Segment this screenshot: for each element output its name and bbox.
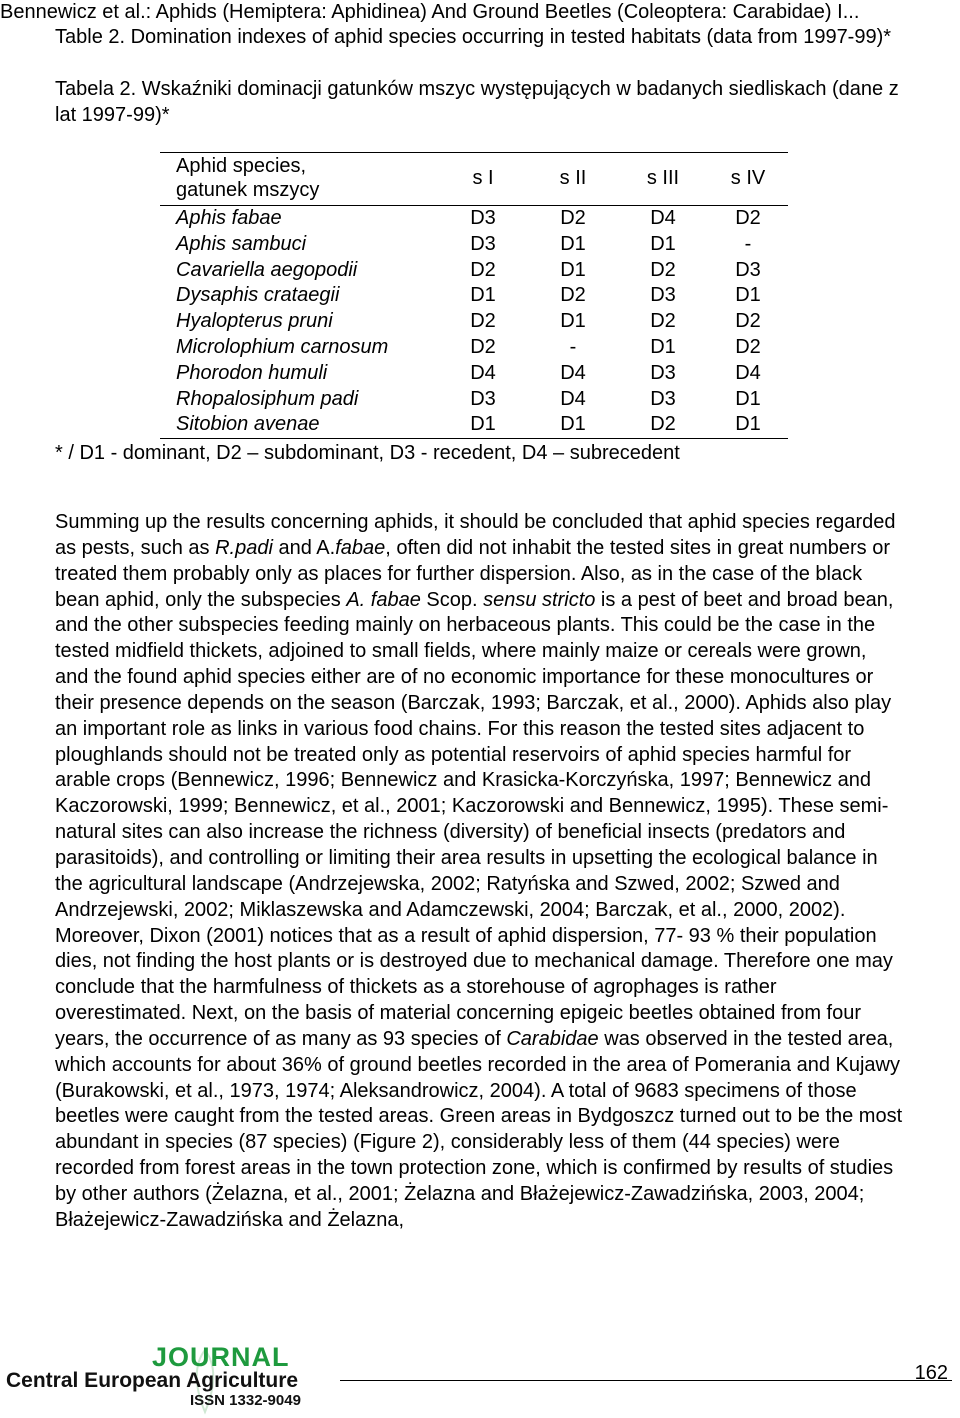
dominance-cell: -: [744, 232, 752, 255]
dominance-cell: D1: [470, 413, 496, 436]
table-row: [160, 335, 788, 361]
dominance-cell: D1: [735, 387, 761, 410]
logo-issn: ISSN 1332-9049: [190, 1392, 301, 1409]
text-segment: A.: [316, 536, 336, 559]
table-row: [160, 258, 788, 284]
table-caption-polish: Tabela 2. Wskaźniki dominacji gatunków mszyc występujących w badanych siedliskach (dane z lat 1997-99)*: [55, 78, 899, 126]
dominance-cell: D2: [560, 207, 586, 229]
table-header-row: [160, 153, 788, 206]
species-cell: Dysaphis crataegii: [176, 284, 340, 307]
species-name: R.padi: [215, 536, 273, 559]
logo-journal-text: JOURNAL: [152, 1342, 290, 1372]
domination-table: [160, 152, 788, 439]
table-row: [160, 309, 788, 335]
dominance-cell: -: [569, 335, 577, 358]
dominance-cell: D2: [560, 284, 586, 307]
table-row: [160, 387, 788, 413]
dominance-cell: D4: [560, 361, 586, 384]
column-header-s4: s IV: [730, 167, 766, 189]
text-segment: , often did not inhabit the tested sites in great numbers or treated them probably only as places for further dispersion. Also, as in the case of the black bean aphid, only the subspecies: [55, 536, 890, 611]
text-segment: and: [272, 536, 317, 559]
body-paragraph: [55, 510, 905, 1234]
dominance-cell: D2: [735, 207, 761, 229]
dominance-cell: D1: [560, 232, 586, 255]
dominance-cell: D1: [470, 284, 496, 307]
table-row: [160, 232, 788, 258]
text-segment: Scop.: [420, 588, 484, 611]
dominance-cell: D3: [470, 387, 496, 410]
footer-divider: [340, 1380, 952, 1381]
dominance-cell: D3: [650, 387, 676, 410]
table-caption-english: Table 2. Domination indexes of aphid species occurring in tested habitats (data from 1997-99)*: [55, 26, 892, 48]
table-row: [160, 283, 788, 309]
dominance-cell: D2: [650, 310, 676, 333]
dominance-cell: D2: [470, 310, 496, 333]
dominance-cell: D3: [470, 207, 496, 229]
dominance-cell: D1: [735, 413, 761, 436]
table-row: [160, 412, 788, 438]
text-segment: was observed in the tested area, which accounts for about 36% of ground beetles recorded in the area of Pomerania and Kujawy (Burakowski, et al., 1973, 1974; Aleksandrowicz, 2004). A total of 9683 specimens of those beetles were caught from the tested areas. Green areas in Bydgoszcz turned out to be the most abundant in species (87 species) (Figure 2), considerably less of them (44 species) were recorded from forest areas in the town protection zone, which is confirmed by results of studies by other authors (Żelazna, et al., 2001; Żelazna and Błażejewicz-Zawadzińska, 2003, 2004; Błażejewicz-Zawadzińska and Żelazna,: [55, 1027, 903, 1231]
dominance-cell: D2: [650, 258, 676, 281]
logo-journal-name: Central European Agriculture: [6, 1369, 299, 1392]
dominance-cell: D4: [735, 361, 761, 384]
running-title: Bennewicz et al.: Aphids (Hemiptera: Aphidinea) And Ground Beetles (Coleoptera: Carabidae) I...: [0, 1, 860, 23]
text-segment: is a pest of beet and broad bean, and the other subspecies feeding mainly on herbaceous plants. This could be the case in the tested midfield thickets, adjoined to small fields, where mainly maize or cereals were grown, and the found aphid species either are of no economic importance for these monocultures or their presence depends on the season (Barczak, 1993; Barczak, et al., 2000). Aphids also play an important role as links in various food chains. For this reason the tested sites adjacent to ploughlands should not be treated only as potential reservoirs of aphid species harmful for arable crops (Bennewicz, 1996; Bennewicz and Krasicka-Korczyńska, 1997; Bennewicz and Kaczorowski, 1999; Bennewicz, et al., 2001; Kaczorowski and Bennewicz, 1995). These semi-natural sites can also increase the richness (diversity) of beneficial insects (predators and parasitoids), and controlling or limiting their area results in upsetting the ecological balance in the agricultural landscape (Andrzejewska, 2002; Ratyńska and Szwed, 2002; Szwed and Andrzejewski, 2002; Miklaszewska and Adamczewski, 2004; Barczak, et al., 2000, 2002). Moreover, Dixon (2001) notices that as a result of aphid dispersion, 77- 93 % their population dies, not finding the host plants or is destroyed due to mechanical damage. Therefore one may conclude that the harmfulness of thickets as a storehouse of agrophages is rather overestimated. Next, on the basis of material concerning epigeic beetles obtained from four years, the occurrence of as many as 93 species of: [55, 588, 894, 1050]
species-name: A. fabae: [346, 588, 421, 611]
species-cell: Aphis fabae: [176, 207, 282, 229]
species-cell: Sitobion avenae: [176, 413, 320, 436]
dominance-cell: D2: [650, 413, 676, 436]
species-header-line2: gatunek mszycy: [176, 179, 320, 201]
journal-logo: [0, 1342, 340, 1418]
dominance-cell: D3: [735, 258, 761, 281]
table-row: [160, 361, 788, 387]
dominance-cell: D3: [650, 284, 676, 307]
species-header-line1: Aphid species,: [176, 155, 307, 177]
family-name: Carabidae: [506, 1027, 599, 1050]
table-row: [160, 206, 788, 232]
text-segment: Summing up the results concerning aphids, it should be concluded that aphid species regarded as pests, such as: [55, 511, 896, 559]
dominance-cell: D2: [735, 310, 761, 333]
dominance-cell: D1: [560, 258, 586, 281]
page-number: 162: [914, 1362, 948, 1384]
table-footnote: * / D1 - dominant, D2 – subdominant, D3 - recedent, D4 – subrecedent: [55, 442, 680, 464]
dominance-cell: D1: [560, 310, 586, 333]
dominance-cell: D2: [470, 335, 496, 358]
column-header-s2: s II: [559, 167, 587, 189]
species-cell: Cavariella aegopodii: [176, 258, 358, 281]
species-name: fabae: [335, 536, 386, 559]
dominance-cell: D1: [560, 413, 586, 436]
species-cell: Rhopalosiphum padi: [176, 387, 359, 410]
dominance-cell: D1: [650, 335, 676, 358]
dominance-cell: D3: [650, 361, 676, 384]
column-header-s1: s I: [472, 167, 494, 189]
dominance-cell: D3: [470, 232, 496, 255]
species-cell: Hyalopterus pruni: [176, 310, 333, 333]
dominance-cell: D4: [470, 361, 496, 384]
species-cell: Aphis sambuci: [176, 232, 307, 255]
column-header-s3: s III: [646, 167, 680, 189]
species-cell: Microlophium carnosum: [176, 335, 389, 358]
dominance-cell: D1: [650, 232, 676, 255]
latin-term: sensu stricto: [483, 588, 596, 611]
dominance-cell: D2: [470, 258, 496, 281]
species-column-header: [160, 153, 438, 206]
dominance-cell: D1: [735, 284, 761, 307]
dominance-cell: D4: [560, 387, 586, 410]
species-cell: Phorodon humuli: [176, 361, 328, 384]
dominance-cell: D4: [650, 207, 676, 229]
dominance-cell: D2: [735, 335, 761, 358]
